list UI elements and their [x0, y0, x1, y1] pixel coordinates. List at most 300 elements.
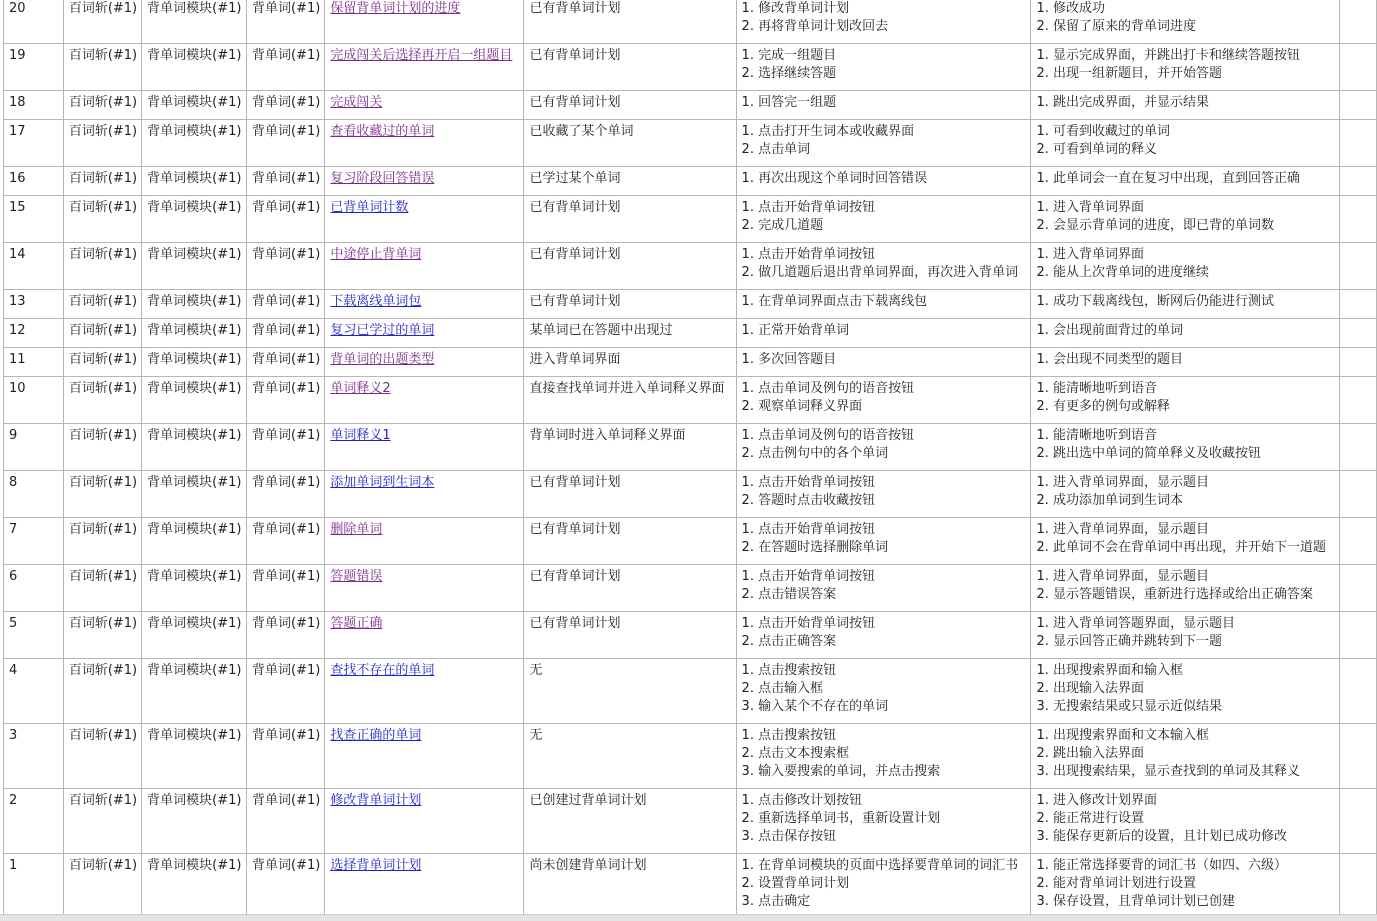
- expected-item: 1. 出现搜索界面和输入框: [1036, 663, 1184, 678]
- extra-cell: [1340, 290, 1377, 319]
- expected-item: 1. 进入背单词界面，显示题目: [1036, 475, 1210, 490]
- steps-cell: [736, 659, 1031, 724]
- step-item: 2. 点击错误答案: [741, 587, 837, 602]
- extra-cell: [1340, 120, 1377, 167]
- feature-cell: 背单词(#1): [247, 854, 325, 919]
- product-cell: 百词斩(#1): [63, 348, 141, 377]
- step-item: 2. 在答题时选择删除单词: [741, 540, 889, 555]
- case-title-cell: [325, 290, 524, 319]
- steps-cell: [736, 518, 1031, 565]
- module-cell: 背单词模块(#1): [142, 518, 247, 565]
- expected-item: 1. 能正常选择要背的词汇书（如四、六级）: [1036, 858, 1288, 873]
- case-id-cell: 12: [4, 319, 64, 348]
- feature-cell: 背单词(#1): [247, 424, 325, 471]
- expected-item: 1. 能清晰地听到语音: [1036, 428, 1158, 443]
- precondition-cell: 已创建过背单词计划: [524, 789, 736, 854]
- feature-cell: 背单词(#1): [247, 518, 325, 565]
- step-item: 2. 选择继续答题: [741, 66, 837, 81]
- module-cell: 背单词模块(#1): [142, 659, 247, 724]
- case-title-cell: [325, 243, 524, 290]
- product-cell: 百词斩(#1): [63, 0, 141, 44]
- expected-item: 1. 可看到收藏过的单词: [1036, 124, 1171, 139]
- steps-cell: [736, 243, 1031, 290]
- step-item: 2. 点击单词: [741, 142, 811, 157]
- table-row: [4, 854, 1377, 919]
- expected-item: 2. 可看到单词的释义: [1036, 142, 1158, 157]
- product-cell: 百词斩(#1): [63, 424, 141, 471]
- step-item: 1. 点击修改计划按钮: [741, 793, 863, 808]
- steps-cell: [736, 424, 1031, 471]
- steps-cell: [736, 377, 1031, 424]
- step-item: 1. 点击开始背单词按钮: [741, 247, 876, 262]
- extra-cell: [1340, 565, 1377, 612]
- feature-cell: 背单词(#1): [247, 243, 325, 290]
- steps-cell: [736, 290, 1031, 319]
- step-item: 2. 再将背单词计划改回去: [741, 19, 889, 34]
- product-cell: 百词斩(#1): [63, 319, 141, 348]
- steps-cell: [736, 196, 1031, 243]
- case-id-cell: 18: [4, 91, 64, 120]
- extra-cell: [1340, 44, 1377, 91]
- product-cell: 百词斩(#1): [63, 789, 141, 854]
- expected-cell: [1031, 120, 1340, 167]
- product-cell: 百词斩(#1): [63, 44, 141, 91]
- step-item: 1. 点击单词及例句的语音按钮: [741, 381, 915, 396]
- expected-cell: [1031, 424, 1340, 471]
- extra-cell: [1340, 0, 1377, 44]
- precondition-cell: 已收藏了某个单词: [524, 120, 736, 167]
- case-id-cell: 11: [4, 348, 64, 377]
- precondition-cell: 直接查找单词并进入单词释义界面: [524, 377, 736, 424]
- expected-cell: [1031, 789, 1340, 854]
- module-cell: 背单词模块(#1): [142, 424, 247, 471]
- table-row: [4, 565, 1377, 612]
- expected-cell: [1031, 724, 1340, 789]
- precondition-cell: 已有背单词计划: [524, 471, 736, 518]
- expected-item: 1. 显示完成界面，并跳出打卡和继续答题按钮: [1036, 48, 1301, 63]
- expected-item: 2. 能对背单词计划进行设置: [1036, 876, 1197, 891]
- module-cell: 背单词模块(#1): [142, 91, 247, 120]
- case-id-cell: 14: [4, 243, 64, 290]
- extra-cell: [1340, 424, 1377, 471]
- precondition-cell: 某单词已在答题中出现过: [524, 319, 736, 348]
- step-item: 3. 点击确定: [741, 894, 811, 909]
- table-row: [4, 659, 1377, 724]
- step-item: 3. 输入要搜索的单词，并点击搜索: [741, 764, 941, 779]
- case-id-cell: 9: [4, 424, 64, 471]
- precondition-cell: 已有背单词计划: [524, 565, 736, 612]
- expected-cell: [1031, 659, 1340, 724]
- steps-cell: [736, 167, 1031, 196]
- precondition-cell: 已学过某个单词: [524, 167, 736, 196]
- case-title-cell: [325, 91, 524, 120]
- feature-cell: 背单词(#1): [247, 471, 325, 518]
- case-id-cell: 8: [4, 471, 64, 518]
- steps-cell: [736, 724, 1031, 789]
- table-row: [4, 44, 1377, 91]
- precondition-cell: 已有背单词计划: [524, 243, 736, 290]
- table-row: [4, 196, 1377, 243]
- product-cell: 百词斩(#1): [63, 290, 141, 319]
- product-cell: 百词斩(#1): [63, 196, 141, 243]
- expected-item: 2. 显示回答正确并跳转到下一题: [1036, 634, 1223, 649]
- step-item: 2. 做几道题后退出背单词界面，再次进入背单词: [741, 265, 1019, 280]
- steps-cell: [736, 319, 1031, 348]
- step-item: 2. 观察单词释义界面: [741, 399, 863, 414]
- step-item: 1. 正常开始背单词: [741, 323, 850, 338]
- module-cell: 背单词模块(#1): [142, 44, 247, 91]
- case-title-cell: [325, 348, 524, 377]
- case-title-link[interactable]: 答题正确: [330, 616, 383, 631]
- expected-cell: [1031, 91, 1340, 120]
- extra-cell: [1340, 196, 1377, 243]
- product-cell: 百词斩(#1): [63, 612, 141, 659]
- case-title-link[interactable]: 保留背单词计划的进度: [330, 1, 461, 16]
- expected-item: 1. 出现搜索界面和文本输入框: [1036, 728, 1210, 743]
- step-item: 2. 点击例句中的各个单词: [741, 446, 889, 461]
- feature-cell: 背单词(#1): [247, 612, 325, 659]
- case-title-cell: [325, 167, 524, 196]
- extra-cell: [1340, 854, 1377, 919]
- case-title-cell: [325, 377, 524, 424]
- expected-item: 1. 进入背单词界面，显示题目: [1036, 569, 1210, 584]
- precondition-cell: 已有背单词计划: [524, 290, 736, 319]
- extra-cell: [1340, 724, 1377, 789]
- case-title-cell: [325, 196, 524, 243]
- case-title-link[interactable]: 下载离线单词包: [330, 294, 422, 309]
- module-cell: 背单词模块(#1): [142, 348, 247, 377]
- case-id-cell: 13: [4, 290, 64, 319]
- case-title-link[interactable]: 中途停止背单词: [330, 247, 422, 262]
- case-title-link[interactable]: 复习阶段回答错误: [330, 171, 435, 186]
- table-row: [4, 424, 1377, 471]
- table-row: [4, 120, 1377, 167]
- expected-item: 1. 能清晰地听到语音: [1036, 381, 1158, 396]
- step-item: 2. 设置背单词计划: [741, 876, 850, 891]
- expected-cell: [1031, 854, 1340, 919]
- feature-cell: 背单词(#1): [247, 659, 325, 724]
- expected-item: 2. 出现一组新题目，并开始答题: [1036, 66, 1223, 81]
- extra-cell: [1340, 377, 1377, 424]
- case-title-cell: [325, 789, 524, 854]
- feature-cell: 背单词(#1): [247, 290, 325, 319]
- steps-cell: [736, 789, 1031, 854]
- module-cell: 背单词模块(#1): [142, 724, 247, 789]
- case-title-link[interactable]: 找查正确的单词: [330, 728, 422, 743]
- expected-cell: [1031, 290, 1340, 319]
- steps-cell: [736, 612, 1031, 659]
- case-title-cell: [325, 724, 524, 789]
- extra-cell: [1340, 659, 1377, 724]
- extra-cell: [1340, 348, 1377, 377]
- feature-cell: 背单词(#1): [247, 348, 325, 377]
- case-title-cell: [325, 424, 524, 471]
- module-cell: 背单词模块(#1): [142, 377, 247, 424]
- expected-cell: [1031, 612, 1340, 659]
- extra-cell: [1340, 471, 1377, 518]
- expected-cell: [1031, 44, 1340, 91]
- case-title-link[interactable]: 查找不存在的单词: [330, 663, 435, 678]
- table-row: [4, 319, 1377, 348]
- step-item: 2. 点击正确答案: [741, 634, 837, 649]
- product-cell: 百词斩(#1): [63, 659, 141, 724]
- case-id-cell: 6: [4, 565, 64, 612]
- case-title-cell: [325, 612, 524, 659]
- table-row: [4, 789, 1377, 854]
- expected-item: 3. 出现搜索结果，显示查找到的单词及其释义: [1036, 764, 1301, 779]
- module-cell: 背单词模块(#1): [142, 471, 247, 518]
- case-title-link[interactable]: 选择背单词计划: [330, 858, 422, 873]
- case-id-cell: 5: [4, 612, 64, 659]
- expected-item: 1. 进入背单词答题界面，显示题目: [1036, 616, 1236, 631]
- feature-cell: 背单词(#1): [247, 120, 325, 167]
- case-id-cell: 3: [4, 724, 64, 789]
- module-cell: 背单词模块(#1): [142, 612, 247, 659]
- product-cell: 百词斩(#1): [63, 120, 141, 167]
- expected-item: 1. 成功下载离线包，断网后仍能进行测试: [1036, 294, 1275, 309]
- case-title-link[interactable]: 单词释义1: [330, 428, 391, 443]
- step-item: 1. 在背单词界面点击下载离线包: [741, 294, 928, 309]
- precondition-cell: 已有背单词计划: [524, 518, 736, 565]
- precondition-cell: 已有背单词计划: [524, 44, 736, 91]
- precondition-cell: 已有背单词计划: [524, 91, 736, 120]
- step-item: 1. 点击打开生词本或收藏界面: [741, 124, 915, 139]
- module-cell: 背单词模块(#1): [142, 243, 247, 290]
- step-item: 1. 完成一组题目: [741, 48, 837, 63]
- steps-cell: [736, 854, 1031, 919]
- expected-item: 1. 进入背单词界面: [1036, 247, 1145, 262]
- step-item: 1. 点击搜索按钮: [741, 663, 837, 678]
- expected-item: 3. 无搜索结果或只显示近似结果: [1036, 699, 1223, 714]
- expected-cell: [1031, 196, 1340, 243]
- step-item: 1. 点击搜索按钮: [741, 728, 837, 743]
- precondition-cell: 已有背单词计划: [524, 196, 736, 243]
- case-title-link[interactable]: 答题错误: [330, 569, 383, 584]
- precondition-cell: 已有背单词计划: [524, 0, 736, 44]
- precondition-cell: 进入背单词界面: [524, 348, 736, 377]
- extra-cell: [1340, 518, 1377, 565]
- table-row: [4, 91, 1377, 120]
- step-item: 1. 在背单词模块的页面中选择要背单词的词汇书: [741, 858, 1019, 873]
- expected-item: 2. 成功添加单词到生词本: [1036, 493, 1184, 508]
- step-item: 1. 点击开始背单词按钮: [741, 522, 876, 537]
- step-item: 1. 点击开始背单词按钮: [741, 475, 876, 490]
- expected-cell: [1031, 518, 1340, 565]
- steps-cell: [736, 91, 1031, 120]
- feature-cell: 背单词(#1): [247, 91, 325, 120]
- table-row: [4, 290, 1377, 319]
- expected-item: 3. 能保存更新后的设置，且计划已成功修改: [1036, 829, 1288, 844]
- case-title-link[interactable]: 完成闯关后选择再开启一组题目: [330, 48, 513, 63]
- module-cell: 背单词模块(#1): [142, 319, 247, 348]
- table-row: [4, 612, 1377, 659]
- steps-cell: [736, 0, 1031, 44]
- expected-item: 2. 能从上次背单词的进度继续: [1036, 265, 1210, 280]
- product-cell: 百词斩(#1): [63, 565, 141, 612]
- step-item: 2. 重新选择单词书，重新设置计划: [741, 811, 941, 826]
- case-id-cell: 17: [4, 120, 64, 167]
- feature-cell: 背单词(#1): [247, 377, 325, 424]
- steps-cell: [736, 120, 1031, 167]
- case-title-cell: [325, 471, 524, 518]
- case-title-link[interactable]: 删除单词: [330, 522, 383, 537]
- case-title-cell: [325, 0, 524, 44]
- case-id-cell: 4: [4, 659, 64, 724]
- step-item: 1. 多次回答题目: [741, 352, 837, 367]
- step-item: 2. 答题时点击收藏按钮: [741, 493, 876, 508]
- expected-item: 1. 修改成功: [1036, 1, 1106, 16]
- testcase-table: [3, 0, 1377, 919]
- product-cell: 百词斩(#1): [63, 91, 141, 120]
- case-title-link[interactable]: 单词释义2: [330, 381, 391, 396]
- case-title-cell: [325, 518, 524, 565]
- steps-cell: [736, 44, 1031, 91]
- case-id-cell: 1: [4, 854, 64, 919]
- module-cell: 背单词模块(#1): [142, 120, 247, 167]
- case-id-cell: 7: [4, 518, 64, 565]
- product-cell: 百词斩(#1): [63, 854, 141, 919]
- expected-item: 2. 此单词不会在背单词中再出现，并开始下一道题: [1036, 540, 1327, 555]
- case-title-cell: [325, 854, 524, 919]
- step-item: 1. 再次出现这个单词时回答错误: [741, 171, 928, 186]
- extra-cell: [1340, 167, 1377, 196]
- step-item: 2. 点击输入框: [741, 681, 824, 696]
- expected-item: 1. 进入背单词界面，显示题目: [1036, 522, 1210, 537]
- step-item: 1. 修改背单词计划: [741, 1, 850, 16]
- module-cell: 背单词模块(#1): [142, 290, 247, 319]
- extra-cell: [1340, 789, 1377, 854]
- expected-item: 1. 会出现前面背过的单词: [1036, 323, 1184, 338]
- product-cell: 百词斩(#1): [63, 243, 141, 290]
- case-id-cell: 16: [4, 167, 64, 196]
- feature-cell: 背单词(#1): [247, 724, 325, 789]
- table-row: [4, 243, 1377, 290]
- expected-cell: [1031, 243, 1340, 290]
- expected-item: 1. 进入修改计划界面: [1036, 793, 1158, 808]
- case-title-link[interactable]: 修改背单词计划: [330, 793, 422, 808]
- feature-cell: 背单词(#1): [247, 167, 325, 196]
- case-title-link[interactable]: 背单词的出题类型: [330, 352, 435, 367]
- expected-item: 2. 跳出选中单词的简单释义及收藏按钮: [1036, 446, 1262, 461]
- table-row: [4, 348, 1377, 377]
- extra-cell: [1340, 91, 1377, 120]
- module-cell: 背单词模块(#1): [142, 196, 247, 243]
- expected-item: 2. 跳出输入法界面: [1036, 746, 1145, 761]
- table-row: [4, 471, 1377, 518]
- case-id-cell: 15: [4, 196, 64, 243]
- feature-cell: 背单词(#1): [247, 0, 325, 44]
- table-row: [4, 167, 1377, 196]
- extra-cell: [1340, 243, 1377, 290]
- step-item: 1. 点击开始背单词按钮: [741, 200, 876, 215]
- case-title-cell: [325, 659, 524, 724]
- product-cell: 百词斩(#1): [63, 377, 141, 424]
- expected-cell: [1031, 319, 1340, 348]
- case-id-cell: 20: [4, 0, 64, 44]
- product-cell: 百词斩(#1): [63, 471, 141, 518]
- product-cell: 百词斩(#1): [63, 724, 141, 789]
- case-title-cell: [325, 44, 524, 91]
- case-title-cell: [325, 120, 524, 167]
- step-item: 1. 回答完一组题: [741, 95, 837, 110]
- step-item: 3. 输入某个不存在的单词: [741, 699, 889, 714]
- expected-cell: [1031, 348, 1340, 377]
- case-title-cell: [325, 319, 524, 348]
- expected-item: 2. 有更多的例句或解释: [1036, 399, 1171, 414]
- case-title-link[interactable]: 完成闯关: [330, 95, 383, 110]
- expected-item: 1. 此单词会一直在复习中出现，直到回答正确: [1036, 171, 1301, 186]
- expected-item: 2. 会显示背单词的进度，即已背的单词数: [1036, 218, 1275, 233]
- case-title-link[interactable]: 复习已学过的单词: [330, 323, 435, 338]
- expected-item: 2. 保留了原来的背单词进度: [1036, 19, 1197, 34]
- module-cell: 背单词模块(#1): [142, 565, 247, 612]
- expected-item: 2. 出现输入法界面: [1036, 681, 1145, 696]
- expected-item: 2. 能正常进行设置: [1036, 811, 1145, 826]
- case-title-link[interactable]: 已背单词计数: [330, 200, 409, 215]
- step-item: 3. 点击保存按钮: [741, 829, 837, 844]
- step-item: 2. 点击文本搜索框: [741, 746, 850, 761]
- step-item: 1. 点击开始背单词按钮: [741, 569, 876, 584]
- step-item: 2. 完成几道题: [741, 218, 824, 233]
- steps-cell: [736, 471, 1031, 518]
- extra-cell: [1340, 319, 1377, 348]
- expected-item: 3. 保存设置，且背单词计划已创建: [1036, 894, 1236, 909]
- feature-cell: 背单词(#1): [247, 565, 325, 612]
- product-cell: 百词斩(#1): [63, 518, 141, 565]
- feature-cell: 背单词(#1): [247, 196, 325, 243]
- precondition-cell: 无: [524, 659, 736, 724]
- expected-cell: [1031, 167, 1340, 196]
- module-cell: 背单词模块(#1): [142, 854, 247, 919]
- expected-item: 2. 显示答题错误，重新进行选择或给出正确答案: [1036, 587, 1314, 602]
- case-id-cell: 19: [4, 44, 64, 91]
- horizontal-scrollbar[interactable]: [0, 914, 1377, 921]
- expected-item: 1. 进入背单词界面: [1036, 200, 1145, 215]
- table-row: [4, 377, 1377, 424]
- expected-cell: [1031, 565, 1340, 612]
- expected-cell: [1031, 471, 1340, 518]
- table-row: [4, 724, 1377, 789]
- module-cell: 背单词模块(#1): [142, 0, 247, 44]
- case-title-link[interactable]: 添加单词到生词本: [330, 475, 435, 490]
- extra-cell: [1340, 612, 1377, 659]
- table-row: [4, 0, 1377, 44]
- feature-cell: 背单词(#1): [247, 789, 325, 854]
- case-id-cell: 10: [4, 377, 64, 424]
- module-cell: 背单词模块(#1): [142, 789, 247, 854]
- table-row: [4, 518, 1377, 565]
- expected-item: 1. 跳出完成界面，并显示结果: [1036, 95, 1210, 110]
- step-item: 1. 点击开始背单词按钮: [741, 616, 876, 631]
- expected-cell: [1031, 0, 1340, 44]
- step-item: 1. 点击单词及例句的语音按钮: [741, 428, 915, 443]
- case-title-cell: [325, 565, 524, 612]
- precondition-cell: 已有背单词计划: [524, 612, 736, 659]
- product-cell: 百词斩(#1): [63, 167, 141, 196]
- expected-cell: [1031, 377, 1340, 424]
- case-id-cell: 2: [4, 789, 64, 854]
- steps-cell: [736, 348, 1031, 377]
- precondition-cell: 尚未创建背单词计划: [524, 854, 736, 919]
- feature-cell: 背单词(#1): [247, 319, 325, 348]
- steps-cell: [736, 565, 1031, 612]
- precondition-cell: 背单词时进入单词释义界面: [524, 424, 736, 471]
- feature-cell: 背单词(#1): [247, 44, 325, 91]
- module-cell: 背单词模块(#1): [142, 167, 247, 196]
- precondition-cell: 无: [524, 724, 736, 789]
- expected-item: 1. 会出现不同类型的题目: [1036, 352, 1184, 367]
- case-title-link[interactable]: 查看收藏过的单词: [330, 124, 435, 139]
